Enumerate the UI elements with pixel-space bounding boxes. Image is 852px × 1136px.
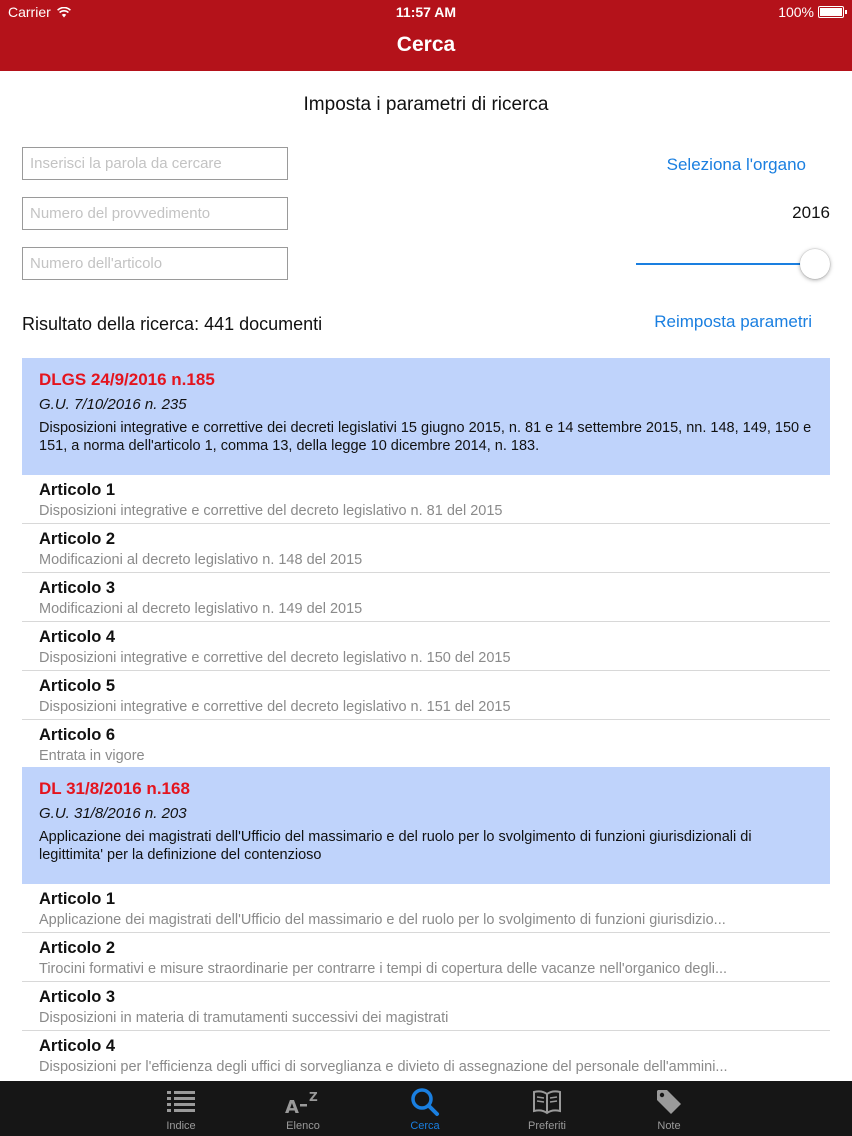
article-description: Modificazioni al decreto legislativo n. 149 del 2015 — [39, 601, 363, 617]
tab-label: Note — [657, 1120, 681, 1132]
tag-icon — [655, 1088, 683, 1116]
article-title: Articolo 4 — [39, 628, 116, 646]
document-gazette: G.U. 31/8/2016 n. 203 — [39, 805, 187, 822]
document-gazette: G.U. 7/10/2016 n. 235 — [39, 396, 187, 413]
article-row[interactable] — [22, 573, 830, 622]
document-title: DLGS 24/9/2016 n.185 — [39, 370, 215, 389]
article-row[interactable] — [22, 933, 830, 982]
tab-label: Preferiti — [528, 1120, 566, 1132]
status-time: 11:57 AM — [395, 4, 457, 20]
reset-parameters-button[interactable]: Reimposta parametri — [654, 312, 812, 331]
tab-label: Indice — [166, 1120, 196, 1132]
article-description: Applicazione dei magistrati dell'Ufficio del massimario e del ruolo per lo svolgimento di funzioni giurisdizio... — [39, 912, 726, 928]
article-number-input[interactable] — [22, 247, 288, 280]
article-title: Articolo 2 — [39, 530, 116, 548]
navigation-bar — [0, 0, 852, 71]
tab-indice[interactable] — [120, 1081, 242, 1136]
article-row[interactable] — [22, 524, 830, 573]
tab-bar — [0, 1081, 852, 1136]
article-title: Articolo 3 — [39, 579, 116, 597]
book-icon — [532, 1089, 562, 1115]
document-header[interactable] — [22, 767, 830, 884]
document-description: Applicazione dei magistrati dell'Ufficio del massimario e del ruolo per lo svolgimento di funzioni giurisdizionali di legittimita' per la definizione del contenzioso — [39, 829, 752, 863]
results-list — [22, 358, 830, 1080]
battery-percent: 100% — [778, 4, 814, 20]
article-description: Modificazioni al decreto legislativo n. 148 del 2015 — [39, 552, 363, 568]
search-icon — [410, 1087, 440, 1117]
article-row[interactable] — [22, 884, 830, 933]
document-header[interactable] — [22, 358, 830, 475]
article-description: Disposizioni integrative e correttive del decreto legislativo n. 150 del 2015 — [39, 650, 511, 666]
tab-note[interactable] — [608, 1081, 730, 1136]
year-slider-track — [636, 263, 815, 265]
list-icon — [166, 1089, 196, 1115]
article-description: Disposizioni integrative e correttive del decreto legislativo n. 81 del 2015 — [39, 503, 503, 519]
tab-preferiti[interactable] — [486, 1081, 608, 1136]
article-title: Articolo 1 — [39, 890, 116, 908]
article-row[interactable] — [22, 720, 830, 767]
article-row[interactable] — [22, 982, 830, 1031]
tab-cerca[interactable] — [364, 1081, 486, 1136]
article-description: Disposizioni in materia di tramutamenti successivi dei magistrati — [39, 1010, 449, 1026]
article-description: Entrata in vigore — [39, 748, 145, 764]
tab-elenco[interactable] — [242, 1081, 364, 1136]
az-sort-icon — [284, 1089, 322, 1115]
tab-label: Elenco — [286, 1120, 320, 1132]
provision-number-input[interactable] — [22, 197, 288, 230]
tab-label: Cerca — [410, 1120, 440, 1132]
article-description: Tirocini formativi e misure straordinarie per contrarre i tempi di copertura delle vacanze nell'organico degli... — [39, 961, 728, 977]
svg-text:Z: Z — [309, 1090, 318, 1104]
year-value: 2016 — [792, 203, 830, 222]
select-organ-button[interactable]: Seleziona l'organo — [666, 155, 806, 174]
status-bar — [0, 0, 852, 24]
article-title: Articolo 1 — [39, 481, 116, 499]
article-row[interactable] — [22, 475, 830, 524]
document-description: Disposizioni integrative e correttive dei decreti legislativi 15 giugno 2015, n. 81 e 14 settembre 2015, nn. 148, 149, 150 e 151, a norma dell'articolo 1, comma 13, della legge 10 dicembre 2014, n. 183. — [39, 420, 812, 454]
year-slider-thumb[interactable] — [800, 249, 830, 279]
article-row[interactable] — [22, 671, 830, 720]
search-word-input[interactable] — [22, 147, 288, 180]
carrier-label: Carrier — [8, 4, 51, 20]
page-title: Cerca — [396, 33, 456, 56]
article-row[interactable] — [22, 1031, 830, 1080]
article-title: Articolo 5 — [39, 677, 116, 695]
battery-icon — [818, 6, 844, 18]
article-row[interactable] — [22, 622, 830, 671]
article-description: Disposizioni per l'efficienza degli uffici di sorveglianza e divieto di assegnazione del personale dell'ammini... — [39, 1059, 728, 1075]
svg-text:A: A — [285, 1097, 299, 1115]
article-title: Articolo 3 — [39, 988, 116, 1006]
search-heading: Imposta i parametri di ricerca — [303, 94, 549, 115]
article-title: Articolo 2 — [39, 939, 116, 957]
article-description: Disposizioni integrative e correttive del decreto legislativo n. 151 del 2015 — [39, 699, 511, 715]
result-count: Risultato della ricerca: 441 documenti — [22, 314, 323, 334]
year-slider[interactable] — [636, 248, 830, 280]
article-title: Articolo 6 — [39, 726, 116, 744]
article-title: Articolo 4 — [39, 1037, 116, 1055]
document-title: DL 31/8/2016 n.168 — [39, 779, 190, 798]
